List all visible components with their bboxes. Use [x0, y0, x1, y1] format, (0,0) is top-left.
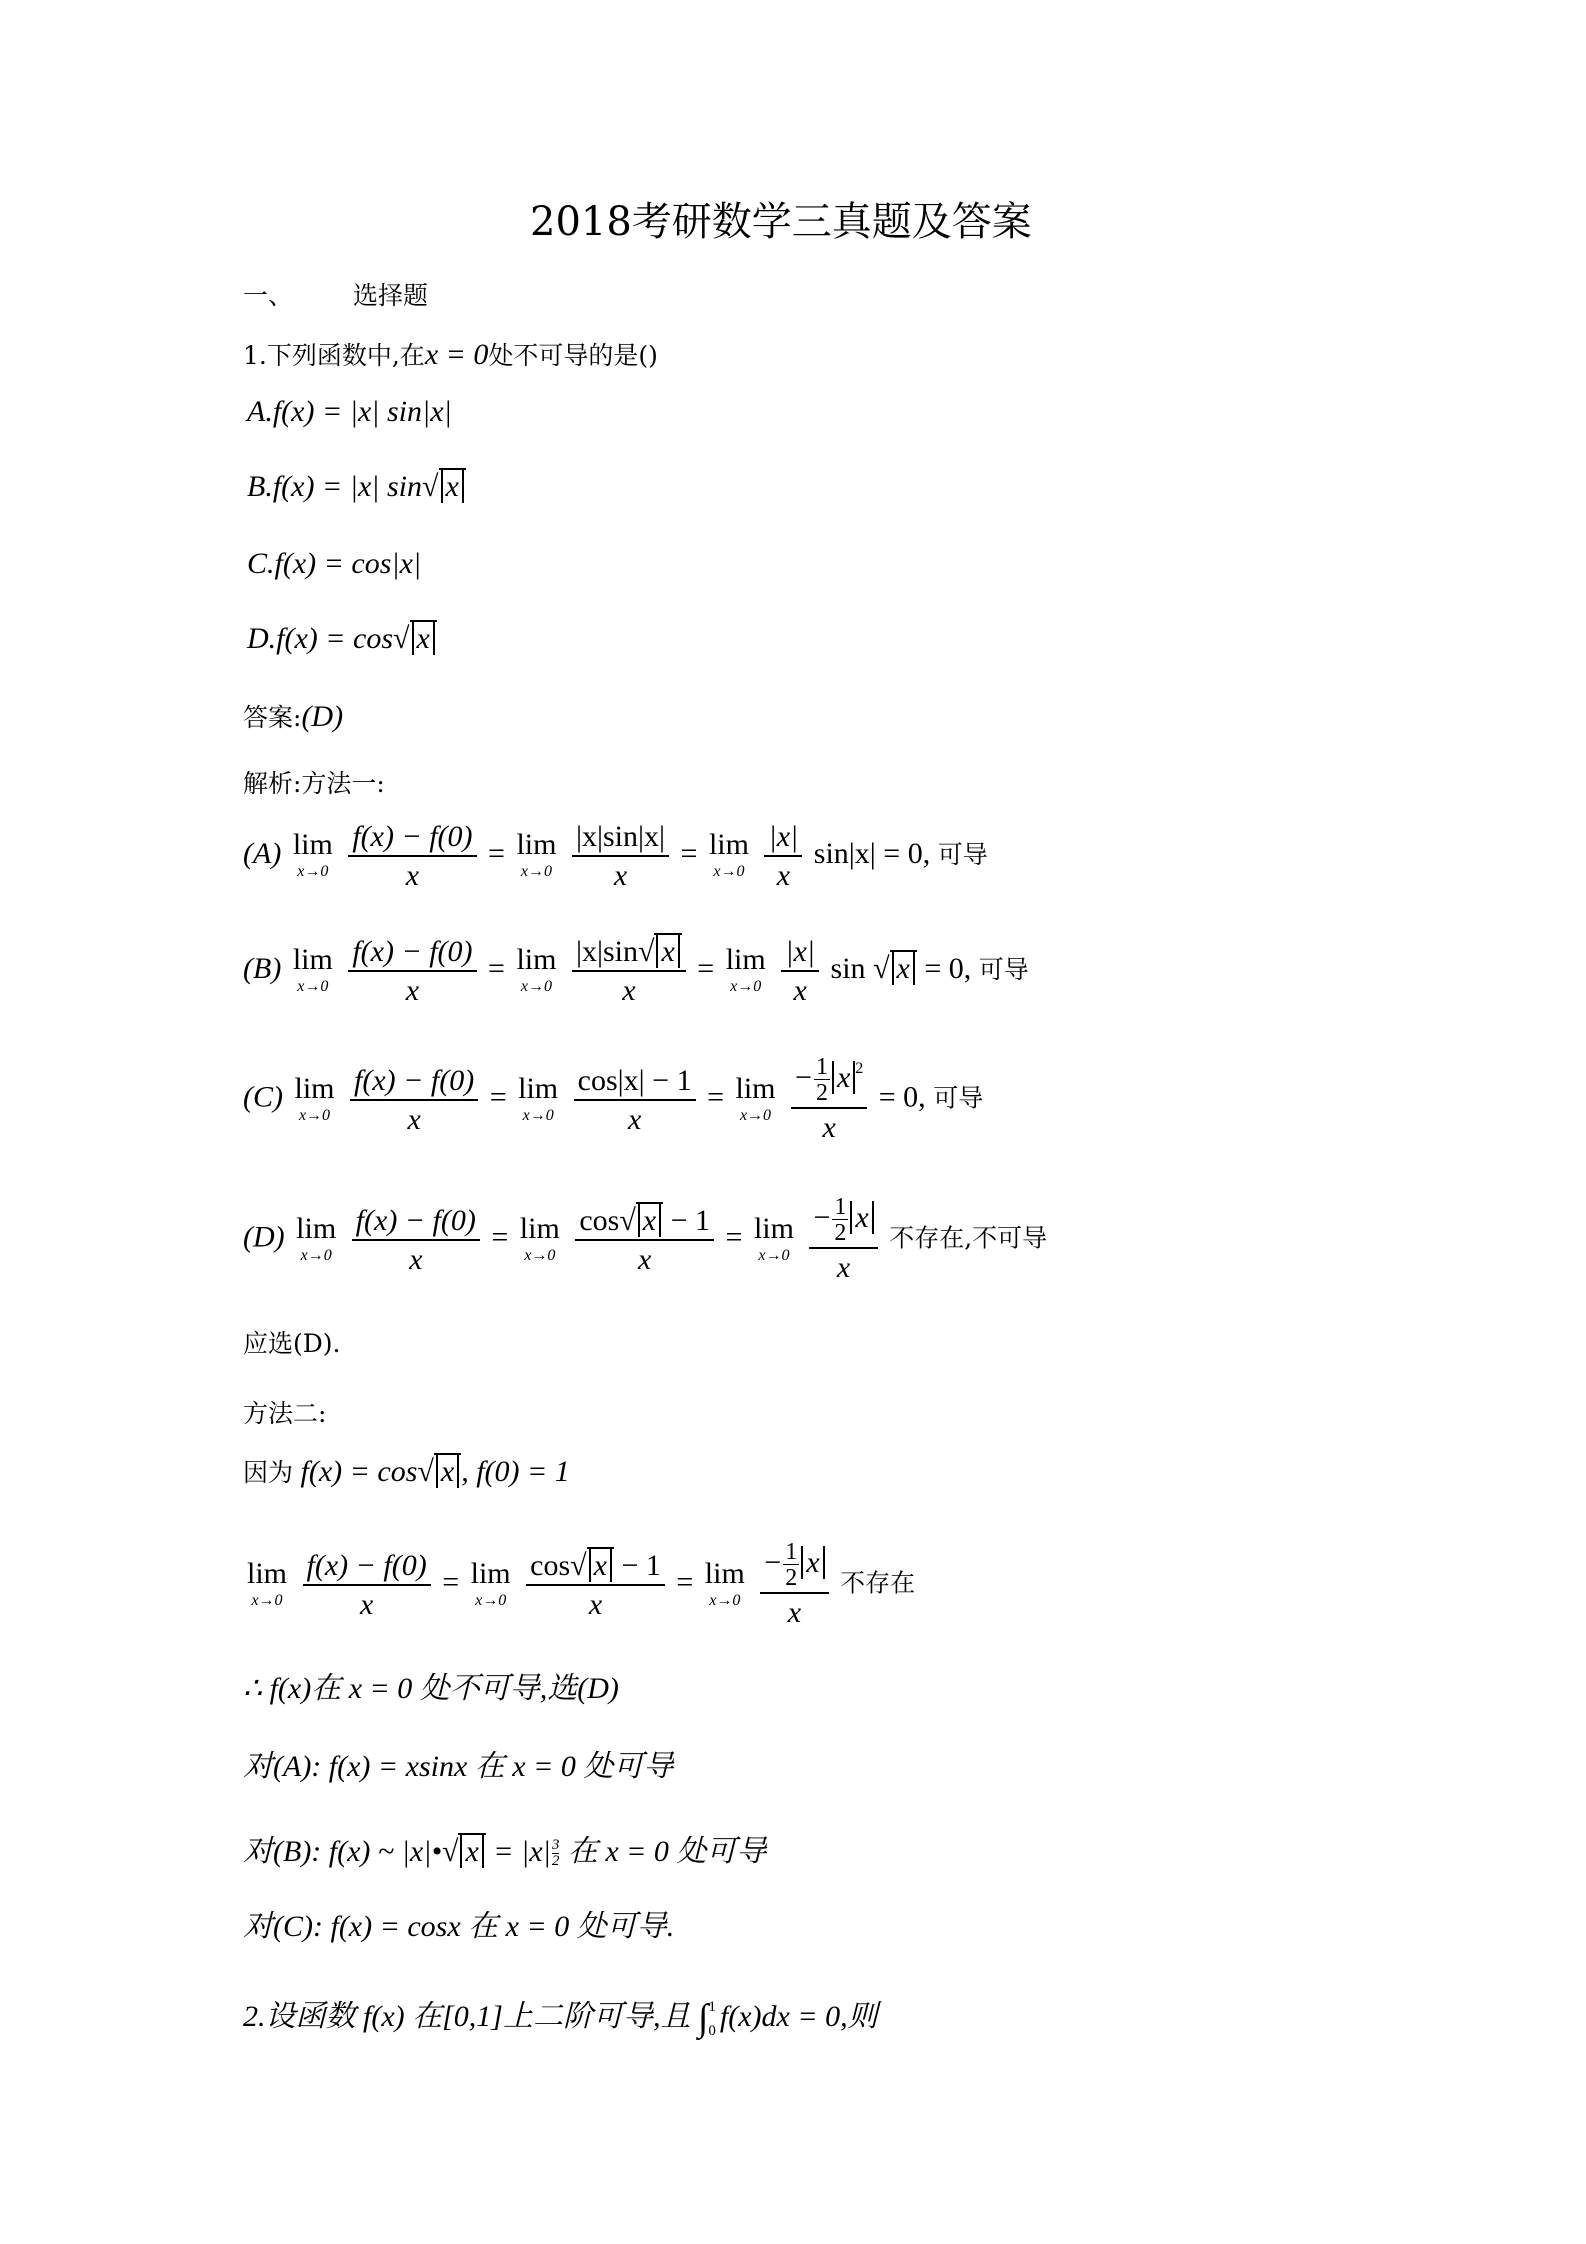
because-formula-tail: , f(0) = 1 — [461, 1455, 570, 1488]
because-formula: f(x) = cos — [300, 1455, 418, 1488]
limit-operator: lim x→0 — [516, 943, 557, 996]
difference-quotient: $\frac{f(x) - f(0)}{x}$ — [303, 1549, 431, 1621]
limit-operator: lim x→0 — [296, 1211, 337, 1264]
derivation-tag: (C) — [243, 1080, 283, 1114]
integral-upper-limit: 1 — [708, 1999, 716, 2015]
conclusion-text: 可导 — [978, 954, 1029, 984]
derivation-tail: = 0, — [924, 951, 972, 985]
fraction: − $\frac{1}{2}$ x x — [809, 1195, 877, 1284]
limit-operator: lim x→0 — [735, 1071, 776, 1124]
derivation-b: (B) lim x→0 $\frac{f(x) - f(0)}{x}$ = lim x→0 $\frac{|x|\sin√ x}{x}$ = lim x→0 $\frac{|x|}{x}$ sin √ x = 0, 可导 — [243, 935, 1029, 1007]
fraction: − $\frac{1}{2}$ x x — [760, 1540, 828, 1629]
derivation-tag: (D) — [243, 1220, 285, 1254]
exponent-fraction: $\frac{3}{2}$ — [551, 1837, 560, 1869]
q1-stem-tail: 处不可导的是() — [488, 341, 658, 370]
page-title: 2018考研数学三真题及答案 — [530, 199, 1032, 245]
for-b-mid: = |x| — [493, 1835, 551, 1868]
sqrt-symbol: √ x — [393, 622, 437, 655]
conclusion-text: 不存在,不可导 — [889, 1223, 1048, 1253]
choose-statement: 应选(D). — [243, 1329, 341, 1358]
limit-operator: lim x→0 — [725, 943, 766, 996]
difference-quotient: $\frac{f(x) - f(0)}{x}$ — [348, 935, 476, 1007]
derivation-tail: = 0, — [878, 1080, 926, 1114]
q1-option-d — [247, 622, 437, 655]
difference-quotient: $\frac{f(x) - f(0)}{x}$ — [350, 1064, 478, 1136]
fraction: − $\frac{1}{2}$ x $^2$ x — [791, 1055, 867, 1144]
therefore-line: ∴ f(x)在 x = 0 处不可导,选(D) — [243, 1672, 619, 1705]
derivation-a: (A) lim x→0 $\frac{f(x) - f(0)}{x}$ = lim x→0 $\frac{|x|\sin|x|}{x}$ = lim x→0 $\frac{|x|}{x}$ sin|x| = 0, 可导 — [243, 820, 988, 892]
difference-quotient: $\frac{f(x) - f(0)}{x}$ — [352, 1204, 480, 1276]
limit-operator: lim x→0 — [294, 1071, 335, 1124]
q1-stem — [243, 338, 658, 371]
section-label: 选择题 — [353, 281, 429, 310]
derivation-tail: sin — [830, 951, 866, 985]
sqrt-symbol: √ x — [422, 470, 466, 503]
derivation-c: (C) lim x→0 $\frac{f(x) - f(0)}{x}$ = lim x→0 $\frac{\cos|x| - 1}{x}$ = lim x→0 − $\frac{1}{2}$ x $^2$ x = 0, 可导 — [243, 1054, 984, 1144]
difference-quotient: $\frac{f(x) - f(0)}{x}$ — [348, 820, 476, 892]
q1-option-d-prefix: D.f(x) = cos — [247, 622, 394, 655]
answer-label: 答案: — [243, 703, 302, 732]
q2-stem — [243, 1995, 878, 2043]
limit-operator: lim x→0 — [292, 828, 333, 881]
q2-stem-prefix: 2.设函数 f(x) 在[0,1]上二阶可导,且 — [243, 1999, 691, 2033]
q1-option-b-prefix: B.f(x) = |x| sin — [247, 470, 423, 503]
conclusion-text: 可导 — [933, 1083, 984, 1113]
derivation-tag: (B) — [243, 951, 282, 985]
derivation-tail: sin|x| = 0, — [813, 836, 931, 870]
fraction: $\frac{\cos√ x - 1}{x}$ — [526, 1549, 665, 1621]
fraction: $\frac{\cos|x| - 1}{x}$ — [574, 1064, 696, 1136]
method2-label: 方法二: — [243, 1399, 327, 1428]
q1-analysis-label: 解析:方法一: — [243, 769, 385, 798]
for-b-tail: 在 x = 0 处可导 — [567, 1835, 767, 1868]
q1-option-c: C.f(x) = cos|x| — [247, 547, 422, 580]
conclusion-text: 可导 — [937, 839, 988, 869]
section-number: 一、 — [243, 281, 294, 310]
integral-sign: ∫ — [697, 1996, 709, 2039]
limit-operator: lim x→0 — [518, 1071, 559, 1124]
q1-answer — [243, 700, 343, 733]
method2-because: 因为 f(x) = cos√ x , f(0) = 1 — [243, 1455, 570, 1488]
abs-x: x — [412, 622, 435, 655]
fraction: $\frac{|x|}{x}$ — [781, 935, 819, 1007]
limit-operator: lim x→0 — [708, 828, 749, 881]
q1-option-a: A.f(x) = |x| sin|x| — [247, 395, 452, 428]
derivation-tag: (A) — [243, 836, 282, 870]
section-heading — [243, 282, 428, 310]
limit-operator: lim x→0 — [753, 1211, 794, 1264]
for-c-line: 对(C): f(x) = cosx 在 x = 0 处可导. — [243, 1910, 675, 1943]
fraction: $\frac{|x|\sin√ x}{x}$ — [572, 935, 686, 1007]
for-b-prefix: 对(B): f(x) ~ |x|• — [243, 1835, 442, 1868]
limit-operator: lim x→0 — [470, 1556, 511, 1609]
for-b-line: 对(B): f(x) ~ |x|•√ x = |x| $\frac{3}{2}$ 在 x = 0 处可导 — [243, 1835, 767, 1869]
derivation-d: (D) lim x→0 $\frac{f(x) - f(0)}{x}$ = lim x→0 $\frac{\cos√ x - 1}{x}$ = lim x→0 − $\frac{1}{2}$ x x 不存在,不可导 — [243, 1194, 1048, 1284]
fraction: $\frac{|x|}{x}$ — [764, 820, 802, 892]
method2-limit: lim x→0 $\frac{f(x) - f(0)}{x}$ = lim x→0 $\frac{\cos√ x - 1}{x}$ = lim x→0 − $\frac{1}{2}$ x x 不存在 — [247, 1539, 916, 1629]
answer-value: (D) — [301, 700, 344, 733]
limit-operator: lim x→0 — [516, 828, 557, 881]
q1-stem-text: 1.下列函数中,在 — [243, 341, 425, 370]
abs-x: x — [441, 470, 464, 503]
fraction: $\frac{|x|\sin|x|}{x}$ — [572, 820, 669, 892]
q1-stem-condition: x = 0 — [424, 338, 489, 371]
integral-lower-limit: 0 — [708, 2023, 716, 2039]
because-text: 因为 — [243, 1458, 294, 1487]
for-a-line: 对(A): f(x) = xsinx 在 x = 0 处可导 — [243, 1750, 674, 1783]
fraction: $\frac{\cos√ x - 1}{x}$ — [575, 1204, 714, 1276]
q2-stem-suffix: f(x)dx = 0,则 — [719, 1999, 878, 2033]
conclusion-text: 不存在 — [840, 1568, 916, 1598]
limit-operator: lim x→0 — [519, 1211, 560, 1264]
limit-operator: lim x→0 — [247, 1556, 288, 1609]
q1-option-b — [247, 470, 466, 503]
limit-operator: lim x→0 — [704, 1556, 745, 1609]
limit-operator: lim x→0 — [292, 943, 333, 996]
